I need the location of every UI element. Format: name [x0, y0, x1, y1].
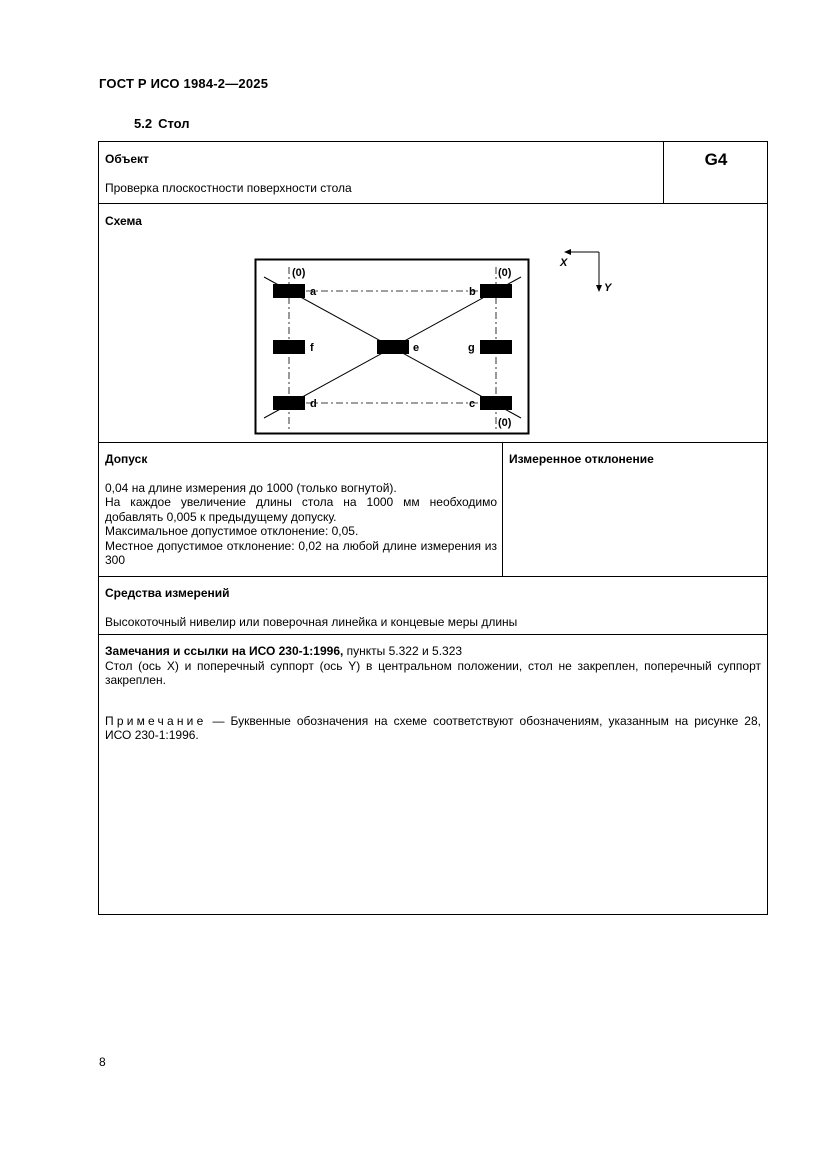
block-e	[377, 340, 409, 354]
remarks-heading: Замечания и ссылки на ИСО 230-1:1996,	[105, 644, 344, 658]
note-text: — Буквенные обозначения на схеме соответствуют обозначениям, указанным на рисунке 28, ИСО 230-1:1996.	[105, 713, 761, 742]
row-divider	[99, 576, 767, 577]
label-b: b	[469, 286, 476, 298]
block-f	[273, 340, 305, 354]
section-title	[134, 116, 190, 131]
test-sheet-table	[98, 141, 768, 915]
label-zero-c: (0)	[498, 417, 512, 429]
measured-deviation-heading: Измеренное отклонение	[509, 452, 654, 466]
scheme-heading: Схема	[105, 214, 142, 228]
flatness-scheme-diagram	[99, 142, 767, 442]
block-d	[273, 396, 305, 410]
row-divider	[99, 442, 767, 443]
label-g: g	[468, 342, 475, 354]
instruments-cell	[105, 586, 761, 629]
tolerance-heading: Допуск	[105, 452, 148, 466]
instruments-heading: Средства измерений	[105, 586, 230, 600]
object-heading: Объект	[105, 152, 149, 166]
tolerance-cell	[105, 452, 497, 568]
object-description: Проверка плоскостности поверхности стола	[105, 180, 352, 195]
block-g	[480, 340, 512, 354]
remarks-note	[105, 714, 761, 743]
remarks-heading-line	[105, 644, 761, 659]
block-c	[480, 396, 512, 410]
page-number: 8	[99, 1055, 106, 1069]
check-code: G4	[704, 150, 728, 169]
label-c: c	[469, 398, 476, 410]
document-code: ГОСТ Р ИСО 1984-2—2025	[99, 76, 269, 91]
tolerance-line: Местное допустимое отклонение: 0,02 на любой длине измерения из 300	[105, 538, 497, 567]
tolerance-line: 0,04 на длине измерения до 1000 (только вогнутой).	[105, 480, 397, 495]
note-label: Примечание	[105, 713, 207, 728]
x-axis-arrowhead	[564, 249, 571, 255]
label-f: f	[310, 342, 314, 354]
remarks-text: Стол (ось X) и поперечный суппорт (ось Y) в центральном положении, стол не закреплен, поперечный суппорт закреплен.	[105, 658, 761, 687]
section-name: Стол	[158, 116, 190, 131]
y-axis-arrowhead	[596, 285, 602, 292]
row-divider	[99, 634, 767, 635]
tolerance-divider	[502, 442, 503, 576]
label-a: a	[310, 286, 317, 298]
tolerance-line: Максимальное допустимое отклонение: 0,05.	[105, 524, 359, 538]
label-e: e	[413, 342, 420, 354]
instruments-text: Высокоточный нивелир или поверочная линейка и концевые меры длины	[105, 614, 518, 629]
label-zero-b: (0)	[498, 267, 512, 279]
x-axis-label: X	[560, 257, 568, 269]
tolerance-line: На каждое увеличение длины стола на 1000 мм необходимо добавлять 0,005 к предыдущему допуску.	[105, 495, 497, 524]
section-number: 5.2	[134, 116, 153, 131]
block-b	[480, 284, 512, 298]
remarks-cell	[105, 644, 761, 743]
label-d: d	[310, 398, 317, 410]
block-a	[273, 284, 305, 298]
remarks-heading-suffix: пункты 5.322 и 5.323	[343, 644, 463, 658]
y-axis-label: Y	[604, 282, 612, 294]
label-zero-a: (0)	[292, 267, 306, 279]
